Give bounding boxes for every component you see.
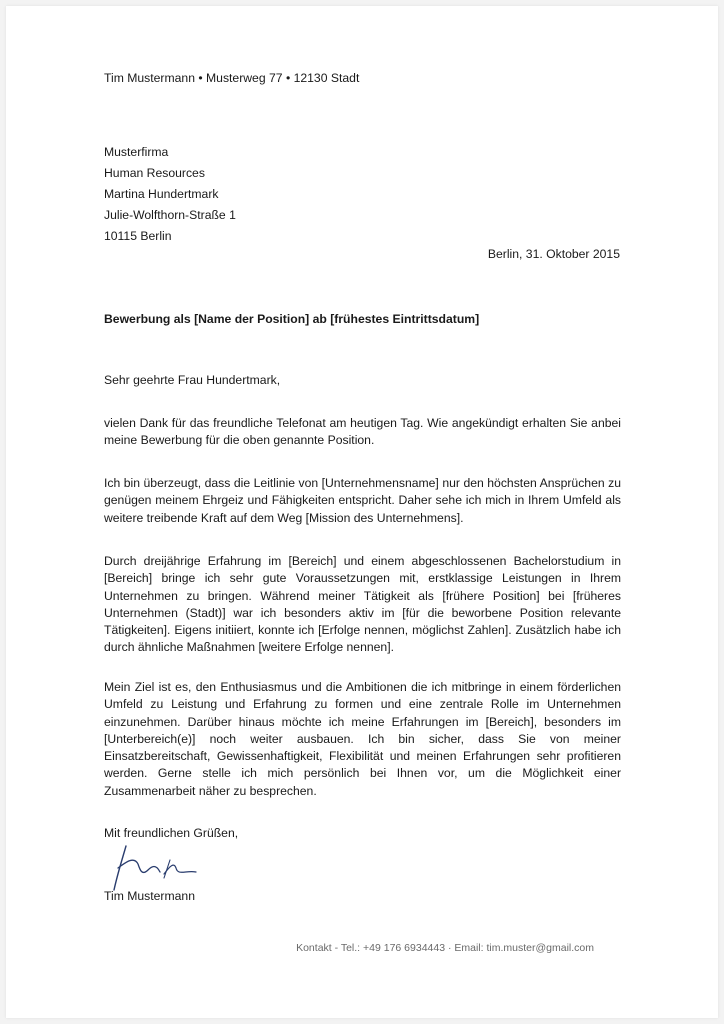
salutation: Sehr geehrte Frau Hundertmark, (104, 373, 281, 387)
letter-subject: Bewerbung als [Name der Position] ab [frühestes Eintrittsdatum] (104, 312, 480, 326)
sender-address-line: Tim Mustermann • Musterweg 77 • 12130 Stadt (104, 71, 360, 85)
signer-name: Tim Mustermann (104, 889, 195, 903)
letter-date: Berlin, 31. Oktober 2015 (487, 247, 620, 261)
body-paragraph-4: Mein Ziel ist es, den Enthusiasmus und die Ambitionen die ich mitbringe in einem förderlichen Umfeld zu Leistung und Erfahrung zu formen und eine zentrale Rolle im Unternehmen einzunehmen. Darüber hinaus möchte ich meine Erfahrungen im [Bereich], besonders im [Unterbereich(e)] noch weiter ausbauen. Ich bin sicher, dass Sie von meiner Einsatzbereitschaft, Gewissenhaftigkeit, Flexibilität und meinen Erfahrungen sehr profitieren werden. Gerne stelle ich mich persönlich bei Ihnen vor, um die Möglichkeit einer Zusammenarbeit näher zu besprechen. (104, 680, 621, 798)
recipient-contact: Martina Hundertmark (104, 187, 219, 201)
body-paragraph-1: vielen Dank für das freundliche Telefonat am heutigen Tag. Wie angekündigt erhalten Sie anbei meine Bewerbung für die oben genannte Position. (104, 416, 621, 448)
recipient-address (104, 142, 236, 247)
contact-footer: Kontakt - Tel.: +49 176 6934443 · Email: tim.muster@gmail.com (296, 942, 594, 954)
closing-phrase: Mit freundlichen Grüßen, (104, 826, 239, 840)
recipient-company: Musterfirma (104, 145, 169, 159)
letter-page (6, 6, 718, 1018)
recipient-city: 10115 Berlin (104, 229, 172, 243)
recipient-department: Human Resources (104, 166, 205, 180)
body-paragraph-2: Ich bin überzeugt, dass die Leitlinie von [Unternehmensname] nur den höchsten Ansprüchen zu genügen meinem Ehrgeiz und Fähigkeiten entspricht. Daher sehe ich mich in Ihrem Umfeld als weitere treibende Kraft auf dem Weg [Mission des Unternehmens]. (104, 476, 621, 525)
recipient-street: Julie-Wolfthorn-Straße 1 (104, 208, 236, 222)
body-paragraph-3: Durch dreijährige Erfahrung im [Bereich] und einem abgeschlossenen Bachelorstudium in [Bereich] bringe ich sehr gute Voraussetzungen mit, erstklassige Leistungen in Ihrem Unternehmen zu bringen. Während meiner Tätigkeit als [frühere Position] bei [früheres Unternehmen (Stadt)] war ich besonders aktiv im [für die beworbene Position relevante Tätigkeiten]. Eigens initiiert, konnte ich [Erfolge nennen, möglichst Zahlen]. Zusätzlich habe ich durch ähnliche Maßnahmen [weitere Erfolge nennen]. (104, 554, 621, 655)
handwritten-signature (104, 842, 214, 894)
